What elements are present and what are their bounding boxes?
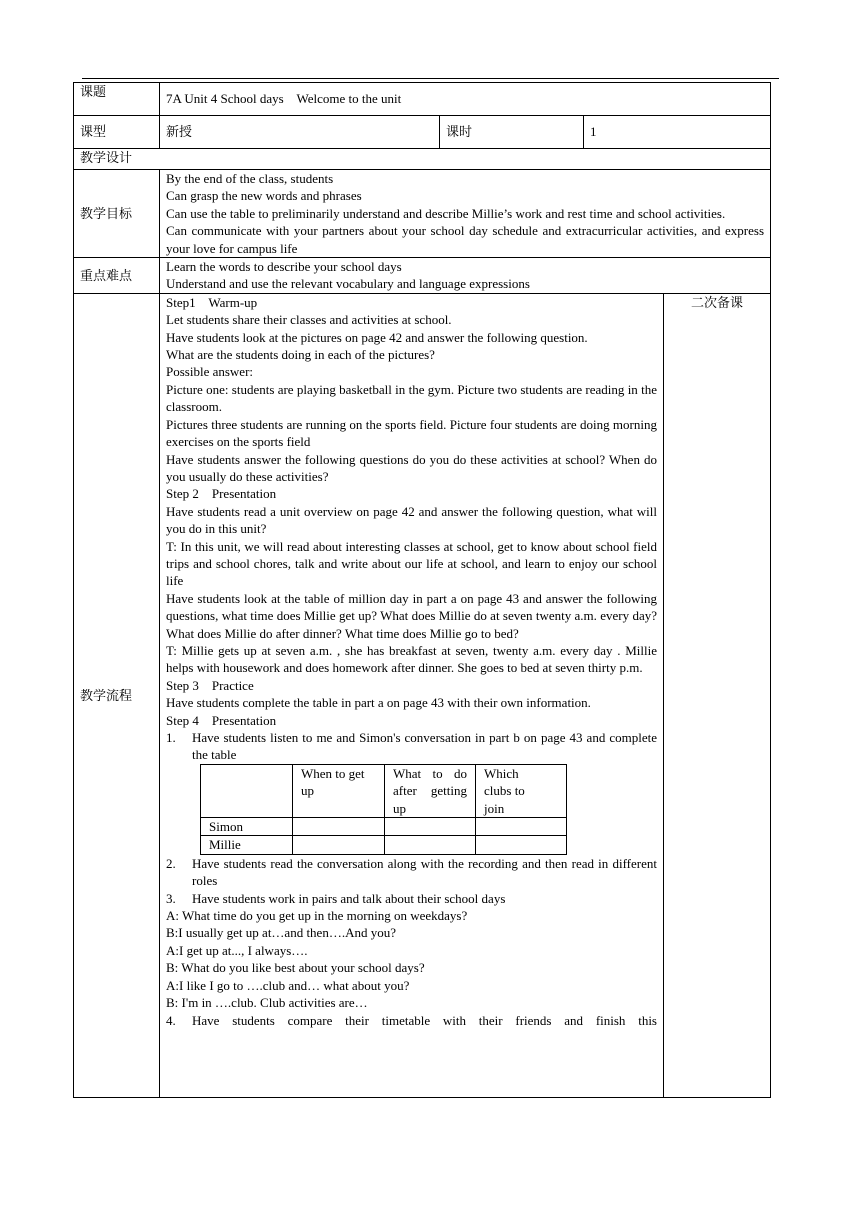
process-row	[74, 293, 771, 1097]
period-label: 课时	[440, 116, 584, 149]
design-row	[74, 149, 771, 170]
table-cell	[476, 836, 567, 854]
objective-line: Can use the table to preliminarily understand and describe Millie’s work and rest time and school activities.	[166, 205, 726, 221]
table-cell	[293, 818, 385, 836]
numbered-item	[166, 729, 657, 764]
type-label: 课型	[74, 116, 160, 149]
dialogue-line: A:I like I go to ….club and… what about you?	[166, 977, 410, 993]
paragraph: T: In this unit, we will read about interesting classes at school, get to know about school field trips and school chores, talk and write about our life at school, and learn to enjoy our school life	[166, 538, 657, 589]
process-content	[160, 293, 664, 1097]
objective-line: Can communicate with your partners about your school day schedule and extracurricular activities, and express your love for campus life	[166, 223, 765, 256]
header-cell: Which clubs to join	[476, 764, 567, 817]
objectives-label: 教学目标	[74, 170, 160, 258]
design-label: 教学设计	[74, 149, 771, 170]
type-row	[74, 116, 771, 149]
topic-value: 7A Unit 4 School days Welcome to the unit	[160, 83, 771, 116]
objective-line: Can grasp the new words and phrases	[166, 188, 362, 204]
activity-table-header	[201, 764, 567, 817]
header-cell: When to get up	[293, 764, 385, 817]
table-row	[201, 836, 567, 854]
step-title: Step 2 Presentation	[166, 486, 277, 502]
numbered-item	[166, 890, 657, 907]
paragraph: Let students share their classes and activities at school.	[166, 312, 452, 328]
row-name: Simon	[201, 818, 293, 836]
step-title: Step 3 Practice	[166, 677, 254, 693]
paragraph: What are the students doing in each of the pictures?	[166, 347, 435, 363]
item-number: 2.	[166, 855, 176, 871]
item-number: 1.	[166, 730, 176, 745]
paragraph: Have students look at the table of million day in part a on page 43 and answer the following questions, what time does Millie get up? What does Millie do at seven twenty a.m. every day? What does Millie do after dinner? What time does Millie go to bed?	[166, 590, 657, 641]
row-name: Millie	[201, 836, 293, 854]
table-cell	[385, 836, 476, 854]
key-points-row	[74, 258, 771, 294]
item-text: Have students read the conversation along with the recording and then read in different roles	[192, 855, 657, 889]
topic-label: 课题	[74, 83, 160, 116]
step-title: Step 4 Presentation	[166, 712, 277, 728]
numbered-item	[166, 1012, 657, 1029]
key-points-content	[160, 258, 771, 294]
paragraph: Pictures three students are running on the sports field. Picture four students are doing morning exercises on the sports field	[166, 416, 657, 450]
table-cell	[293, 836, 385, 854]
table-cell	[385, 818, 476, 836]
activity-table	[200, 764, 567, 855]
lesson-plan-table	[73, 82, 771, 1098]
type-value: 新授	[160, 116, 440, 149]
header-rule	[82, 78, 779, 79]
item-text: Have students work in pairs and talk about their school days	[192, 890, 506, 906]
table-cell	[476, 818, 567, 836]
paragraph: Have students read a unit overview on page 42 and answer the following question, what will you do in this unit?	[166, 503, 657, 537]
header-cell: What to do after getting up	[385, 764, 476, 817]
item-text: Have students listen to me and Simon's conversation in part b on page 43 and complete the table	[192, 730, 657, 763]
process-label: 教学流程	[74, 293, 160, 1097]
side-notes-label: 二次备课	[664, 293, 771, 1097]
dialogue-line: B: What do you like best about your school days?	[166, 960, 425, 976]
objectives-row	[74, 170, 771, 258]
topic-row	[74, 83, 771, 116]
paragraph: Have students complete the table in part a on page 43 with their own information.	[166, 695, 591, 711]
step-title: Step1 Warm-up	[166, 294, 258, 310]
item-text: Have students compare their timetable with their friends and finish this	[192, 1012, 657, 1028]
paragraph: Possible answer:	[166, 364, 254, 380]
key-point-line: Understand and use the relevant vocabulary and language expressions	[166, 276, 530, 292]
dialogue-line: B: I'm in ….club. Club activities are…	[166, 995, 368, 1011]
objective-line: By the end of the class, students	[166, 171, 334, 186]
table-row	[201, 818, 567, 836]
paragraph: Picture one: students are playing basketball in the gym. Picture two students are reading in the classroom.	[166, 381, 657, 415]
paragraph: T: Millie gets up at seven a.m. , she has breakfast at seven, twenty a.m. every day . Millie helps with housework and does homework after dinner. She goes to bed at seven thirty p.m.	[166, 642, 657, 676]
paragraph: Have students look at the pictures on page 42 and answer the following question.	[166, 329, 588, 345]
dialogue-line: A:I get up at..., I always….	[166, 942, 308, 958]
paragraph: Have students answer the following questions do you do these activities at school? When do you usually do these activities?	[166, 451, 657, 484]
period-value: 1	[584, 116, 771, 149]
item-number: 3.	[166, 890, 176, 906]
key-points-label: 重点难点	[74, 258, 160, 294]
numbered-item	[166, 855, 657, 890]
objectives-content	[160, 170, 771, 258]
dialogue-line: B:I usually get up at…and then….And you?	[166, 925, 396, 941]
item-number: 4.	[166, 1012, 176, 1028]
dialogue-line: A: What time do you get up in the morning on weekdays?	[166, 908, 468, 924]
key-point-line: Learn the words to describe your school days	[166, 259, 402, 275]
header-cell	[201, 764, 293, 817]
